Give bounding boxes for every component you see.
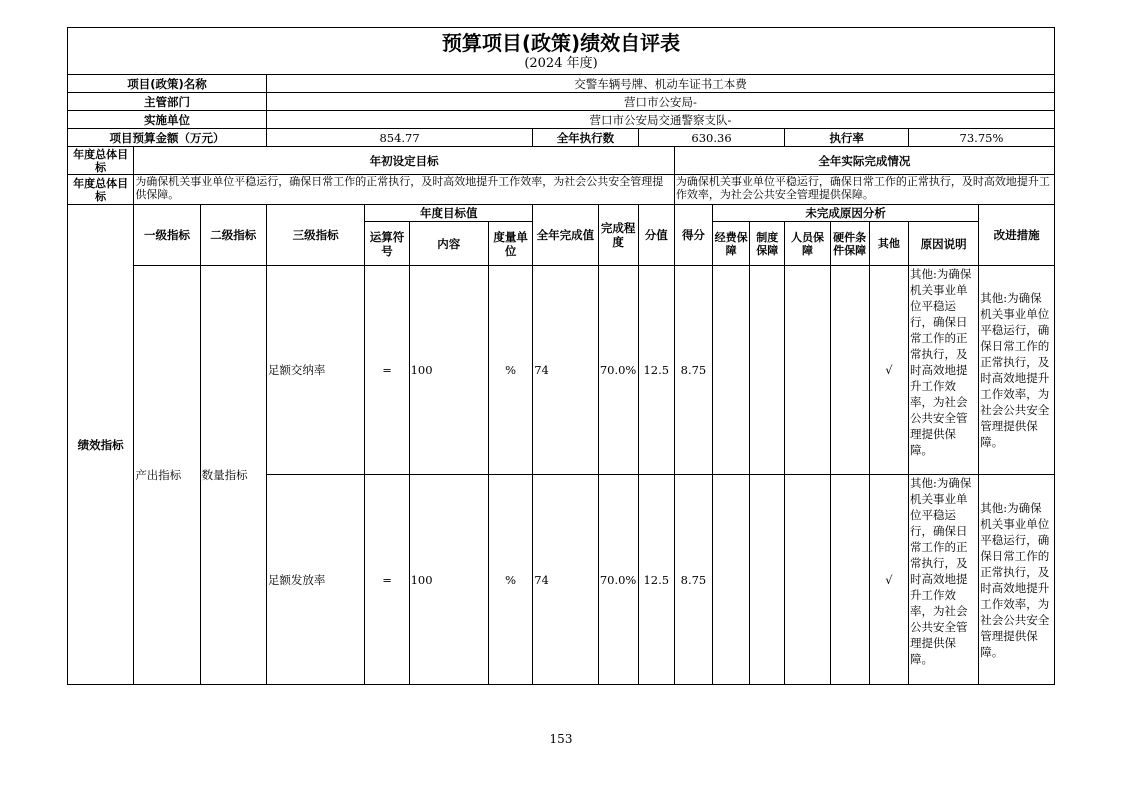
indicator-level1: 产出指标 xyxy=(134,266,200,685)
dept-value: 营口市公安局- xyxy=(266,93,1054,111)
year-subtitle: (2024 年度) xyxy=(524,56,598,71)
improve-text: 其他:为确保机关事业单位平稳运行，确保日常工作的正常执行，及时高效地提升工作效率，为社会公共安全管理提供保障。 xyxy=(979,475,1055,685)
indicator-name: 足额交纳率 xyxy=(266,266,364,475)
indicator-name: 足额发放率 xyxy=(266,475,364,685)
indicator-score: 8.75 xyxy=(674,475,712,685)
reason-explain: 其他:为确保机关事业单位平稳运行，确保日常工作的正常执行，及时高效地提升工作效率，为社会公共安全管理提供保障。 xyxy=(908,266,978,475)
indicator-completion: 70.0% xyxy=(598,475,638,685)
header-score: 得分 xyxy=(674,205,712,266)
actual-goal-text: 为确保机关事业单位平稳运行，确保日常工作的正常执行，及时高效地提升工作效率，为社会公共安全管理提供保障。 xyxy=(674,175,1054,205)
budget-label: 项目预算金额（万元） xyxy=(68,129,267,147)
header-completion: 完成程度 xyxy=(598,205,638,266)
other-check-mark: √ xyxy=(869,266,908,475)
indicator-content: 100 xyxy=(409,475,488,685)
page-title: 预算项目(政策)绩效自评表 xyxy=(441,31,681,55)
indicator-unit: % xyxy=(488,475,532,685)
indicator-score: 8.75 xyxy=(674,266,712,475)
indicator-actual: 74 xyxy=(533,475,598,685)
indicator-score-value: 12.5 xyxy=(638,475,674,685)
project-name-value: 交警车辆号牌、机动车证书工本费 xyxy=(266,75,1054,93)
indicator-unit: % xyxy=(488,266,532,475)
header-r-staff: 人员保障 xyxy=(785,222,830,266)
header-reason-group: 未完成原因分析 xyxy=(713,205,979,222)
unit-value: 营口市公安局交通警察支队- xyxy=(266,111,1054,129)
header-r-explain: 原因说明 xyxy=(908,222,978,266)
header-r-system: 制度保障 xyxy=(750,222,785,266)
goal-row-label-2: 年度总体目标 xyxy=(68,175,134,205)
header-level1: 一级指标 xyxy=(134,205,200,266)
indicator-completion: 70.0% xyxy=(598,266,638,475)
exec-label: 全年执行数 xyxy=(533,129,639,147)
rate-label: 执行率 xyxy=(785,129,909,147)
budget-value: 854.77 xyxy=(266,129,532,147)
indicator-operator: = xyxy=(365,266,409,475)
evaluation-sheet xyxy=(67,27,1055,685)
indicator-level2: 数量指标 xyxy=(200,266,266,685)
header-improve: 改进措施 xyxy=(979,205,1055,266)
header-level3: 三级指标 xyxy=(266,205,364,266)
unit-label: 实施单位 xyxy=(68,111,267,129)
table-row xyxy=(68,266,1055,475)
reason-explain: 其他:为确保机关事业单位平稳运行，确保日常工作的正常执行，及时高效地提升工作效率，为社会公共安全管理提供保障。 xyxy=(908,475,978,685)
rate-value: 73.75% xyxy=(908,129,1054,147)
header-r-other: 其他 xyxy=(869,222,908,266)
header-actual: 全年完成值 xyxy=(533,205,598,266)
other-check-mark: √ xyxy=(869,475,908,685)
header-r-funding: 经费保障 xyxy=(713,222,750,266)
header-target-group: 年度目标值 xyxy=(365,205,533,222)
initial-goal-header: 年初设定目标 xyxy=(134,147,675,175)
header-level2: 二级指标 xyxy=(200,205,266,266)
goal-row-label: 年度总体目标 xyxy=(68,147,134,175)
improve-text: 其他:为确保机关事业单位平稳运行，确保日常工作的正常执行，及时高效地提升工作效率，为社会公共安全管理提供保障。 xyxy=(979,266,1055,475)
indicator-operator: = xyxy=(365,475,409,685)
header-r-hardware: 硬件条件保障 xyxy=(830,222,869,266)
indicator-content: 100 xyxy=(409,266,488,475)
dept-label: 主管部门 xyxy=(68,93,267,111)
indicator-actual: 74 xyxy=(533,266,598,475)
project-name-label: 项目(政策)名称 xyxy=(68,75,267,93)
header-unit: 度量单位 xyxy=(488,222,532,266)
exec-value: 630.36 xyxy=(638,129,785,147)
page-number: 153 xyxy=(549,732,573,746)
perf-section-label: 绩效指标 xyxy=(68,205,134,685)
evaluation-table xyxy=(67,27,1055,685)
header-content: 内容 xyxy=(409,222,488,266)
initial-goal-text: 为确保机关事业单位平稳运行，确保日常工作的正常执行，及时高效地提升工作效率，为社会公共安全管理提供保障。 xyxy=(134,175,675,205)
actual-goal-header: 全年实际完成情况 xyxy=(674,147,1054,175)
header-operator: 运算符号 xyxy=(365,222,409,266)
header-score-value: 分值 xyxy=(638,205,674,266)
indicator-score-value: 12.5 xyxy=(638,266,674,475)
